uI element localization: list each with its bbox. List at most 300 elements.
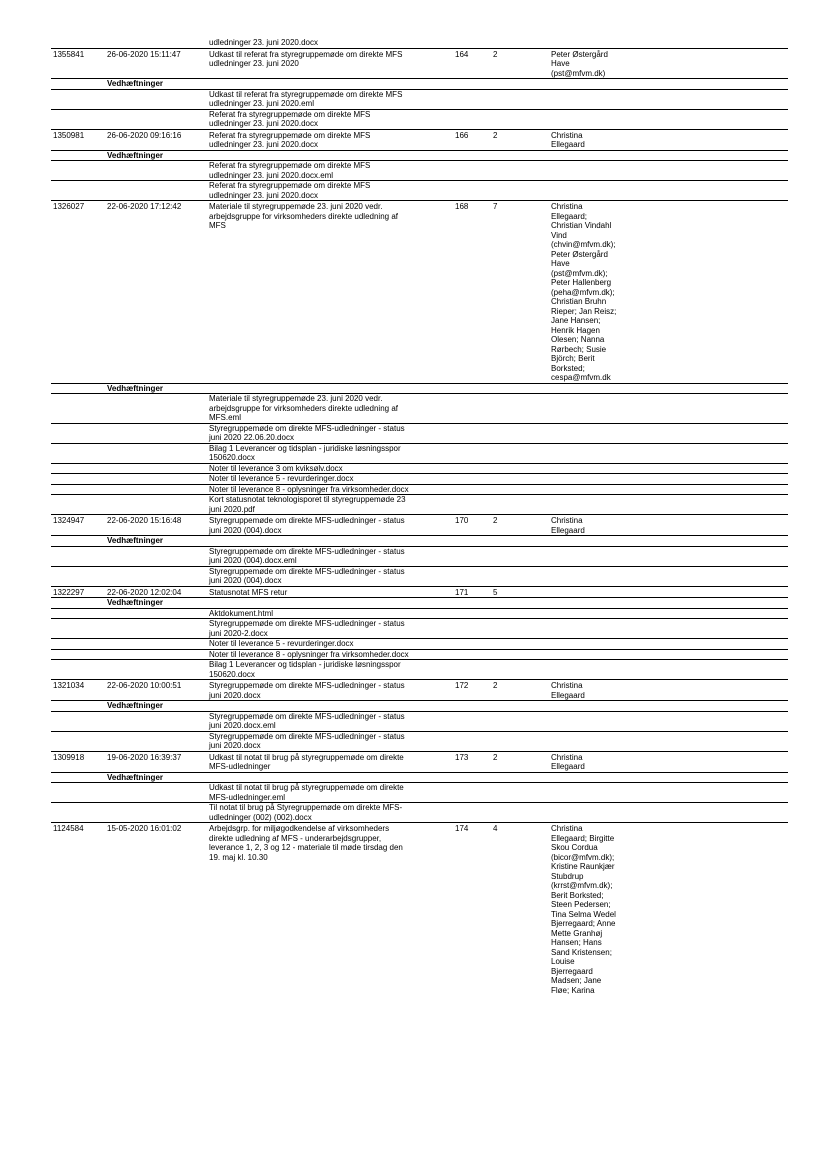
document-title-line: arbejdsgruppe for virksomheders direkte udledning af	[209, 211, 398, 221]
id-cell	[51, 619, 105, 639]
count-cell	[491, 79, 549, 90]
recipients-line: Bjerregaard; Anne	[551, 919, 616, 928]
count-cell	[491, 772, 549, 783]
document-title-line: direkte udledning af MFS - underarbejdsgrupper,	[209, 833, 382, 843]
document-date: 15-05-2020 16:01:02	[107, 824, 182, 833]
recipients-line: Berit Borksted;	[551, 890, 604, 900]
table-row[interactable]	[51, 129, 788, 150]
date-cell	[105, 783, 207, 803]
count-cell	[491, 443, 549, 463]
id-cell	[51, 608, 105, 619]
id-cell	[51, 701, 105, 712]
attachment-name-line: Referat fra styregruppemøde om direkte MFS	[209, 181, 371, 190]
doc-cell	[453, 783, 491, 803]
id-cell	[51, 394, 105, 424]
document-number: 173	[453, 751, 491, 772]
continued-attachment-row	[51, 38, 788, 48]
attachment-row[interactable]	[51, 423, 788, 443]
title-cell	[207, 150, 453, 161]
count-cell	[491, 150, 549, 161]
recipients	[549, 515, 788, 536]
attachment-row[interactable]	[51, 803, 788, 823]
recipients-line: Vind	[551, 230, 567, 240]
doc-cell	[453, 803, 491, 823]
document-title-line: 19. maj kl. 10.30	[209, 852, 268, 862]
attachment-count: 7	[491, 201, 549, 384]
count-cell	[491, 701, 549, 712]
title-cell	[207, 772, 453, 783]
attachment-row[interactable]	[51, 89, 788, 109]
recipients-line: Skou Cordua	[551, 843, 598, 852]
id-cell	[51, 79, 105, 90]
attachment-name-line: udledninger (002) (002).docx	[209, 812, 312, 822]
attachment-name-line: arbejdsgruppe for virksomheders direkte udledning af	[209, 403, 398, 413]
doc-cell	[453, 38, 491, 48]
attachment-name[interactable]	[207, 181, 453, 201]
recipients-cell	[549, 598, 788, 609]
id-cell	[51, 484, 105, 495]
attachment-row[interactable]	[51, 608, 788, 619]
attachment-name-line: Bilag 1 Leverancer og tidsplan - juridiske løsningsspor	[209, 660, 401, 669]
attachment-row[interactable]	[51, 484, 788, 495]
document-title[interactable]	[207, 515, 453, 536]
attachment-count: 2	[491, 751, 549, 772]
recipients-line: (krrst@mfvm.dk);	[551, 881, 613, 890]
recipients-line: Christina	[551, 752, 583, 762]
doc-cell	[453, 649, 491, 660]
attachments-label: Vedhæftninger	[105, 150, 207, 161]
id-cell	[51, 38, 105, 48]
recipients-line: Steen Pedersen;	[551, 900, 611, 909]
document-date: 19-06-2020 16:39:37	[105, 751, 207, 772]
attachment-count: 2	[491, 515, 549, 536]
doc-cell	[453, 150, 491, 161]
recipients-line: Peter Hallenberg	[551, 278, 612, 287]
doc-cell	[453, 536, 491, 547]
doc-cell	[453, 608, 491, 619]
recipients-line: (pst@mfvm.dk);	[551, 268, 608, 278]
recipients-cell	[549, 474, 788, 485]
attachment-row[interactable]	[51, 109, 788, 129]
document-number: 170	[453, 515, 491, 536]
recipients-line: Have	[551, 59, 570, 68]
attachment-name-line: Styregruppemøde om direkte MFS-udledninger - status	[209, 566, 405, 576]
attachment-row[interactable]	[51, 394, 788, 424]
attachment-name[interactable]	[207, 463, 453, 474]
title-cell	[207, 79, 453, 90]
id-cell	[51, 649, 105, 660]
doc-cell	[453, 711, 491, 731]
count-cell	[491, 423, 549, 443]
table-row[interactable]	[51, 823, 788, 996]
recipients-line: Kristine Raunkjær	[551, 862, 615, 871]
recipients-line: Hansen; Hans	[551, 938, 602, 947]
recipients-line: Ellegaard; Birgitte	[551, 833, 615, 843]
attachment-row[interactable]	[51, 619, 788, 639]
attachment-name-line: Noter til leverance 5 - revurderinger.docx	[209, 474, 354, 483]
attachment-name-line: Materiale til styregruppemøde 23. juni 2020 vedr.	[209, 394, 383, 403]
attachment-count: 5	[491, 586, 549, 598]
attachment-name-line: Noter til leverance 5 - revurderinger.docx	[209, 639, 354, 648]
recipients-cell	[549, 803, 788, 823]
count-cell	[491, 639, 549, 650]
document-title[interactable]	[207, 201, 453, 384]
date-cell	[105, 495, 207, 515]
id-cell	[51, 536, 105, 547]
title-cell	[207, 598, 453, 609]
document-title-line: juni 2020 (004).docx	[209, 525, 282, 535]
table-body	[51, 38, 788, 995]
id-cell	[51, 474, 105, 485]
document-title-line: udledninger 23. juni 2020	[209, 59, 299, 68]
document-date: 22-06-2020 10:00:51	[105, 680, 207, 701]
recipients-line: (chvin@mfvm.dk);	[551, 240, 616, 249]
document-title[interactable]	[207, 586, 453, 598]
recipients-line: Peter Østergård	[551, 249, 608, 259]
table-row[interactable]	[51, 586, 788, 598]
attachment-name-line: Styregruppemøde om direkte MFS-udledninger - status	[209, 711, 405, 721]
attachment-row[interactable]	[51, 731, 788, 751]
date-cell	[105, 660, 207, 680]
attachment-name[interactable]	[207, 783, 453, 803]
date-cell	[105, 484, 207, 495]
attachment-name-line: Noter til leverance 8 - oplysninger fra virksomheder.docx	[209, 649, 409, 659]
recipients-cell	[549, 619, 788, 639]
attachment-row[interactable]	[51, 474, 788, 485]
recipients-cell	[549, 772, 788, 783]
id-cell	[51, 495, 105, 515]
id-cell	[51, 731, 105, 751]
recipients	[549, 823, 788, 996]
recipients-cell	[549, 161, 788, 181]
document-number: 172	[453, 680, 491, 701]
attachment-name[interactable]	[207, 474, 453, 485]
count-cell	[491, 536, 549, 547]
attachment-row[interactable]	[51, 660, 788, 680]
attachments-header-row	[51, 598, 788, 609]
attachment-name-line: udledninger 23. juni 2020.docx	[209, 38, 318, 47]
attachment-row[interactable]	[51, 443, 788, 463]
count-cell	[491, 803, 549, 823]
attachment-name-line: juni 2020.pdf	[209, 504, 255, 514]
date-cell	[105, 731, 207, 751]
attachment-name[interactable]	[207, 711, 453, 731]
title-cell	[207, 701, 453, 712]
recipients-line: Have	[551, 259, 570, 268]
attachments-label: Vedhæftninger	[105, 701, 207, 712]
date-cell	[105, 474, 207, 485]
document-title-line: Styregruppemøde om direkte MFS-udledninger - status	[209, 681, 405, 690]
attachment-name-line: juni 2020 (004).docx	[209, 576, 282, 585]
date-cell	[105, 608, 207, 619]
attachment-name[interactable]	[207, 423, 453, 443]
count-cell	[491, 546, 549, 566]
doc-cell	[453, 394, 491, 424]
document-id: 1321034	[51, 680, 105, 701]
document-id: 1322297	[51, 586, 105, 598]
attachment-name-line: udledninger 23. juni 2020.docx	[209, 190, 318, 200]
attachments-label: Vedhæftninger	[105, 772, 207, 783]
attachment-name[interactable]	[207, 731, 453, 751]
doc-cell	[453, 443, 491, 463]
attachment-name-line: Styregruppemøde om direkte MFS-udledninger - status	[209, 619, 405, 628]
recipients-line: Christina	[551, 202, 583, 211]
date-cell	[105, 803, 207, 823]
id-cell	[51, 423, 105, 443]
document-number: 174	[455, 824, 469, 833]
id-cell	[51, 89, 105, 109]
id-cell	[51, 598, 105, 609]
date-cell	[105, 566, 207, 586]
attachment-row[interactable]	[51, 639, 788, 650]
id-cell	[51, 660, 105, 680]
id-cell	[51, 443, 105, 463]
count-cell	[491, 89, 549, 109]
attachment-name-line: Bilag 1 Leverancer og tidsplan - juridiske løsningsspor	[209, 443, 401, 453]
recipients-line: Mette Granhøj	[551, 928, 603, 938]
recipients-line: Ellegaard	[551, 140, 585, 149]
attachments-label: Vedhæftninger	[105, 79, 207, 90]
recipients-cell	[549, 536, 788, 547]
recipients-cell	[549, 463, 788, 474]
attachment-name-line: juni 2020.docx	[209, 741, 261, 750]
recipients-line: Louise	[551, 957, 575, 966]
document-title-line: leverance 1, 2, 3 og 12 - materiale til møde tirsdag den	[209, 843, 403, 852]
recipients-line: Madsen; Jane	[551, 976, 602, 985]
attachment-name-line: Styregruppemøde om direkte MFS-udledninger - status	[209, 546, 405, 556]
document-title-line: udledninger 23. juni 2020.docx	[209, 140, 318, 149]
attachment-count: 2	[491, 129, 549, 150]
document-title[interactable]	[207, 680, 453, 701]
count-cell	[491, 394, 549, 424]
recipients-line: Sand Kristensen;	[551, 947, 612, 957]
recipients-cell	[549, 649, 788, 660]
recipients-line: Henrik Hagen	[551, 325, 600, 335]
attachment-row[interactable]	[51, 495, 788, 515]
date-cell	[105, 546, 207, 566]
count-cell	[491, 463, 549, 474]
attachment-name-line: Udkast til referat fra styregruppemøde om direkte MFS	[209, 89, 403, 99]
recipients-cell	[549, 660, 788, 680]
attachment-name-line: udledninger 23. juni 2020.docx	[209, 119, 318, 128]
recipients-line: Tina Selma Wedel	[551, 909, 616, 919]
recipients	[549, 201, 788, 384]
id-cell	[51, 181, 105, 201]
attachment-row[interactable]	[51, 546, 788, 566]
attachment-name[interactable]	[207, 566, 453, 586]
attachment-count: 2	[491, 48, 549, 79]
attachment-name[interactable]	[207, 38, 453, 48]
id-cell	[51, 772, 105, 783]
recipients-line: Ellegaard	[551, 525, 585, 535]
attachment-name-line: udledninger 23. juni 2020.eml	[209, 99, 314, 108]
date-cell	[105, 639, 207, 650]
document-title[interactable]	[207, 129, 453, 150]
document-id: 1326027	[51, 201, 105, 384]
recipients-cell	[549, 484, 788, 495]
document-date: 22-06-2020 12:02:04	[105, 586, 207, 598]
attachment-row[interactable]	[51, 783, 788, 803]
recipients-cell	[549, 783, 788, 803]
recipients-line: Björch; Berit	[551, 354, 595, 363]
doc-cell	[453, 566, 491, 586]
document-date: 26-06-2020 09:16:16	[105, 129, 207, 150]
recipients-line: Jane Hansen;	[551, 316, 601, 325]
attachment-name-line: Til notat til brug på Styregruppemøde om direkte MFS-	[209, 803, 403, 812]
recipients-line: Christina	[551, 516, 583, 525]
recipients-line: Christian Vindahl	[551, 221, 612, 230]
attachment-name[interactable]	[207, 546, 453, 566]
attachment-name-line: Styregruppemøde om direkte MFS-udledninger - status	[209, 731, 405, 741]
id-cell	[51, 161, 105, 181]
attachment-name-line: MFS.eml	[209, 413, 241, 422]
attachment-row[interactable]	[51, 649, 788, 660]
attachment-name[interactable]	[207, 484, 453, 495]
recipients-cell	[549, 608, 788, 619]
attachment-row[interactable]	[51, 566, 788, 586]
recipients-cell	[549, 495, 788, 515]
id-cell	[51, 566, 105, 586]
attachment-name[interactable]	[207, 109, 453, 129]
attachment-row[interactable]	[51, 181, 788, 201]
document-title[interactable]	[207, 823, 453, 996]
count-cell	[491, 649, 549, 660]
attachment-name[interactable]	[207, 443, 453, 463]
doc-cell	[453, 546, 491, 566]
doc-cell	[453, 495, 491, 515]
document-title-line: Referat fra styregruppemøde om direkte MFS	[209, 130, 371, 140]
recipients-cell	[549, 79, 788, 90]
recipients-cell	[549, 109, 788, 129]
table-row[interactable]	[51, 751, 788, 772]
document-title-line: Materiale til styregruppemøde 23. juni 2020 vedr.	[209, 202, 383, 211]
attachments-header-row	[51, 701, 788, 712]
attachments-header-row	[51, 383, 788, 394]
attachment-name[interactable]	[207, 161, 453, 181]
recipients-line: Fløe; Karina	[551, 985, 595, 995]
document-id: 1124584	[53, 824, 84, 833]
doc-cell	[453, 109, 491, 129]
count-cell	[491, 383, 549, 394]
id-cell	[51, 383, 105, 394]
count-cell	[491, 38, 549, 48]
attachment-row[interactable]	[51, 161, 788, 181]
id-cell	[51, 783, 105, 803]
recipients-cell	[549, 566, 788, 586]
recipients-line: Peter Østergård	[551, 49, 608, 59]
attachment-name[interactable]	[207, 803, 453, 823]
document-date: 22-06-2020 15:16:48	[105, 515, 207, 536]
attachment-name-line: juni 2020-2.docx	[209, 628, 268, 638]
attachment-row[interactable]	[51, 711, 788, 731]
document-number: 171	[453, 586, 491, 598]
count-cell	[491, 660, 549, 680]
attachment-name[interactable]	[207, 608, 453, 619]
document-title[interactable]	[207, 48, 453, 79]
attachment-count: 4	[493, 824, 498, 833]
document-id: 1355841	[51, 48, 105, 79]
recipients-line: Borksted;	[551, 363, 585, 373]
doc-cell	[453, 383, 491, 394]
document-title-line: MFS	[209, 221, 226, 230]
date-cell	[105, 89, 207, 109]
table-row[interactable]	[51, 201, 788, 384]
recipients-line: Christina	[551, 130, 583, 140]
attachment-row[interactable]	[51, 463, 788, 474]
date-cell	[105, 443, 207, 463]
table-row[interactable]	[51, 515, 788, 536]
recipients	[549, 751, 788, 772]
recipients-cell	[549, 181, 788, 201]
doc-cell	[453, 161, 491, 181]
attachment-name-line: MFS-udledninger.eml	[209, 792, 286, 802]
doc-cell	[453, 701, 491, 712]
document-number: 168	[453, 201, 491, 384]
attachment-name[interactable]	[207, 660, 453, 680]
attachment-name-line: juni 2020 (004).docx.eml	[209, 556, 297, 565]
document-title-line: Statusnotat MFS retur	[209, 587, 288, 597]
table-row[interactable]	[51, 48, 788, 79]
recipients	[549, 129, 788, 150]
recipients-cell	[549, 150, 788, 161]
document-date: 26-06-2020 15:11:47	[105, 48, 207, 79]
count-cell	[491, 109, 549, 129]
recipients-line: cespa@mfvm.dk	[551, 373, 611, 382]
recipients	[549, 680, 788, 701]
table-row[interactable]	[51, 680, 788, 701]
count-cell	[491, 484, 549, 495]
document-title-line: MFS-udledninger	[209, 762, 271, 771]
title-cell	[207, 383, 453, 394]
date-cell	[105, 394, 207, 424]
attachment-name[interactable]	[207, 495, 453, 515]
recipients-cell	[549, 731, 788, 751]
id-cell	[51, 463, 105, 474]
attachment-name-line: Referat fra styregruppemøde om direkte MFS	[209, 109, 371, 119]
attachment-name-line: 150620.docx	[209, 453, 255, 462]
recipients-cell	[549, 89, 788, 109]
attachment-name[interactable]	[207, 649, 453, 660]
recipients	[549, 586, 788, 598]
attachment-name-line: Noter til leverance 8 - oplysninger fra virksomheder.docx	[209, 484, 409, 494]
id-cell	[51, 803, 105, 823]
attachment-name[interactable]	[207, 394, 453, 424]
document-id: 1350981	[51, 129, 105, 150]
title-cell	[207, 536, 453, 547]
attachment-name[interactable]	[207, 639, 453, 650]
date-cell	[105, 649, 207, 660]
document-title[interactable]	[207, 751, 453, 772]
attachment-name-line: udledninger 23. juni 2020.docx.eml	[209, 170, 334, 180]
attachment-name-line: Noter til leverance 3 om kviksølv.docx	[209, 463, 343, 473]
doc-cell	[453, 660, 491, 680]
attachment-name[interactable]	[207, 89, 453, 109]
recipients-line: Olesen; Nanna	[551, 335, 605, 344]
attachment-name[interactable]	[207, 619, 453, 639]
date-cell	[105, 109, 207, 129]
attachments-header-row	[51, 79, 788, 90]
recipients-line: Rieper; Jan Reisz;	[551, 306, 617, 316]
document-id: 1309918	[51, 751, 105, 772]
id-cell	[51, 711, 105, 731]
id-cell	[51, 150, 105, 161]
recipients-line: Christian Bruhn	[551, 297, 607, 306]
doc-cell	[453, 484, 491, 495]
attachment-name-line: Kort statusnotat teknologisporet til styregruppemøde 23	[209, 495, 406, 504]
attachment-name-line: 150620.docx	[209, 669, 255, 679]
recipients-line: Ellegaard;	[551, 211, 588, 221]
count-cell	[491, 711, 549, 731]
